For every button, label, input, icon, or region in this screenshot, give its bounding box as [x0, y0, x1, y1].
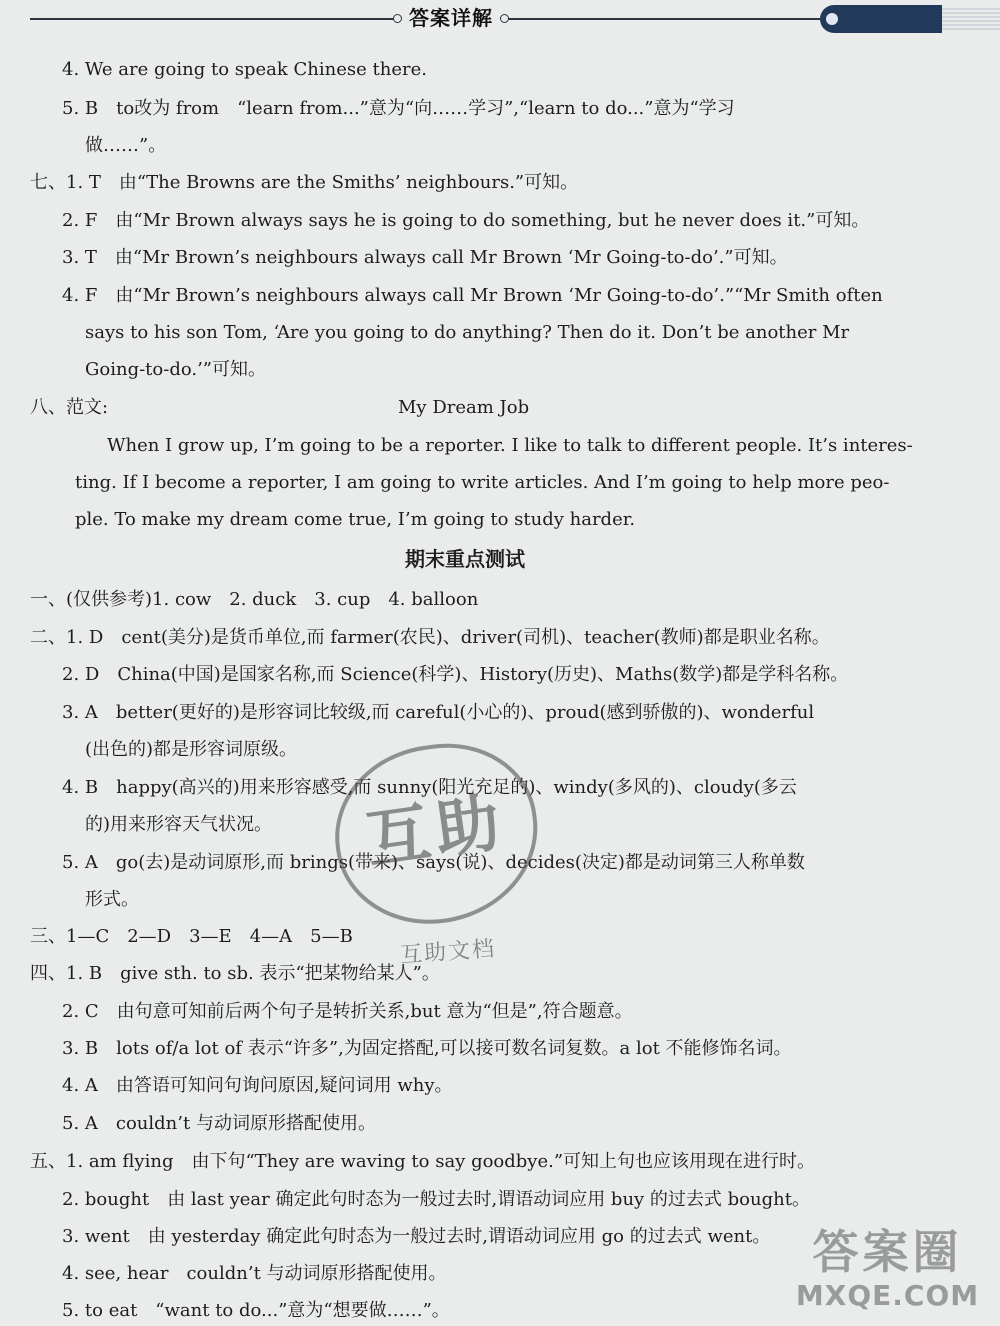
answer-line: 二、1. D cent(美分)是货币单位,而 farmer(农民)、driver(司机)、teacher(教师)都是职业名称。: [30, 627, 830, 648]
answer-line: 5. A go(去)是动词原形,而 brings(带来)、says(说)、decides(决定)都是动词第三人称单数: [62, 852, 805, 873]
essay-line: When I grow up, I’m going to be a reporter. I like to talk to different people. It’s interes-: [107, 435, 913, 456]
answer-line: 2. F 由“Mr Brown always says he is going to do something, but he never does it.”可知。: [62, 210, 870, 231]
section-heading: 期末重点测试: [405, 547, 525, 571]
answer-line: 4. see, hear couldn’t 与动词原形搭配使用。: [62, 1263, 447, 1284]
answer-line: 3. went 由 yesterday 确定此句时态为一般过去时,谓语动词应用 go 的过去式 went。: [62, 1226, 771, 1247]
answer-line: 3. B lots of/a lot of 表示“许多”,为固定搭配,可以接可数名词复数。a lot 不能修饰名词。: [62, 1038, 792, 1059]
answer-line: 做……”。: [85, 135, 167, 156]
essay-title: My Dream Job: [398, 397, 530, 418]
answer-line: 七、1. T 由“The Browns are the Smiths’ neighbours.”可知。: [30, 172, 579, 193]
answer-line: 五、1. am flying 由下句“They are waving to say goodbye.”可知上句也应该用现在进行时。: [30, 1151, 816, 1172]
answer-line: 的)用来形容天气状况。: [85, 814, 273, 835]
answer-line: 5. to eat “want to do...”意为“想要做……”。: [62, 1300, 450, 1321]
header-stripes: [942, 8, 1000, 32]
watermark-url: MXQE.COM: [795, 1279, 980, 1312]
stamp-text: 互助: [361, 785, 511, 879]
answer-line: 5. B to改为 from “learn from...”意为“向……学习”,“learn to do...”意为“学习: [62, 98, 735, 119]
watermark-logo: 答案圈: [812, 1225, 963, 1279]
answer-line: 4. A 由答语可知问句询问原因,疑问词用 why。: [62, 1075, 453, 1096]
answer-line: 3. A better(更好的)是形容词比较级,而 careful(小心的)、proud(感到骄傲的)、wonderful: [62, 702, 815, 723]
answer-line: 八、范文:: [30, 397, 109, 418]
header-title: 答案详解: [395, 4, 507, 32]
answer-line: 3. T 由“Mr Brown’s neighbours always call Mr Brown ‘Mr Going-to-do’.”可知。: [62, 247, 788, 268]
essay-line: ting. If I become a reporter, I am going to write articles. And I’m going to help more peo-: [75, 472, 890, 493]
answer-line: 4. We are going to speak Chinese there.: [62, 59, 427, 80]
answer-line: Going-to-do.’”可知。: [85, 359, 267, 380]
answer-line: 2. bought 由 last year 确定此句时态为一般过去时,谓语动词应用 buy 的过去式 bought。: [62, 1189, 810, 1210]
answer-line: 4. F 由“Mr Brown’s neighbours always call Mr Brown ‘Mr Going-to-do’.”“Mr Smith often: [62, 285, 883, 306]
answer-line: 2. C 由句意可知前后两个句子是转折关系,but 意为“但是”,符合题意。: [62, 1001, 633, 1022]
answer-line: 4. B happy(高兴的)用来形容感受,而 sunny(阳光充足的)、windy(多风的)、cloudy(多云: [62, 777, 797, 798]
essay-line: ple. To make my dream come true, I’m going to study harder.: [75, 509, 636, 530]
header-dot-icon: [826, 13, 838, 25]
answer-line: 形式。: [85, 889, 139, 910]
answer-line: says to his son Tom, ‘Are you going to do anything? Then do it. Don’t be another Mr: [85, 322, 850, 343]
answer-line: 四、1. B give sth. to sb. 表示“把某物给某人”。: [30, 963, 440, 984]
answer-line: (出色的)都是形容词原级。: [85, 739, 298, 760]
header-tab-decoration: [820, 5, 942, 33]
answer-line: 三、1—C 2—D 3—E 4—A 5—B: [30, 926, 353, 947]
page-header: [0, 0, 1000, 40]
answer-line: 5. A couldn’t 与动词原形搭配使用。: [62, 1113, 376, 1134]
answer-line: 一、(仅供参考)1. cow 2. duck 3. cup 4. balloon: [30, 589, 479, 610]
watermark: [780, 1225, 995, 1313]
answer-line: 2. D China(中国)是国家名称,而 Science(科学)、History(历史)、Maths(数学)都是学科名称。: [62, 664, 849, 685]
stamp-subtext: 互助文档: [399, 936, 497, 969]
